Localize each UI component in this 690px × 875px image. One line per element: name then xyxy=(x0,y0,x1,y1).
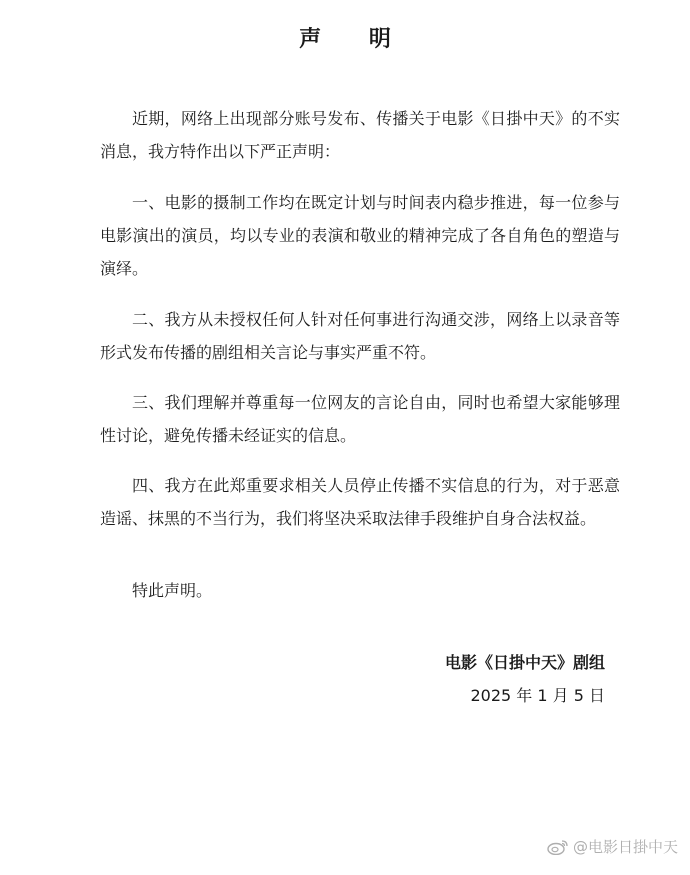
paragraph-text: 二、我方从未授权任何人针对任何事进行沟通交涉，网络上以录音等形式发布传播的剧组相关言论与事实严重不符。 xyxy=(100,310,620,362)
signer: 电影《日掛中天》剧组 xyxy=(444,653,605,672)
intro-text: 近期，网络上出现部分账号发布、传播关于电影《日掛中天》的不实消息，我方特作出以下严正声明： xyxy=(100,109,620,161)
statement-point-1 xyxy=(100,186,620,285)
paragraph-text: 四、我方在此郑重要求相关人员停止传播不实信息的行为，对于恶意造谣、抹黑的不当行为，我们将坚决采取法律手段维护自身合法权益。 xyxy=(100,476,620,528)
statement-point-2 xyxy=(100,303,620,369)
watermark-text: @电影日掛中天 xyxy=(572,838,678,856)
paragraph-text: 一、电影的摄制工作均在既定计划与时间表内稳步推进，每一位参与电影演出的演员，均以专业的表演和敬业的精神完成了各自角色的塑造与演绎。 xyxy=(100,193,620,278)
statement-point-3 xyxy=(100,386,620,452)
intro-paragraph xyxy=(100,102,620,168)
weibo-watermark xyxy=(547,836,678,857)
weibo-icon xyxy=(547,839,569,855)
paragraph-text: 三、我们理解并尊重每一位网友的言论自由，同时也希望大家能够理性讨论，避免传播未经证实的信息。 xyxy=(100,393,620,445)
document-title: 声 明 xyxy=(299,27,411,52)
statement-point-4 xyxy=(100,469,620,535)
closing-line: 特此声明。 xyxy=(132,581,213,600)
date: 2025 年 1 月 5 日 xyxy=(470,686,605,705)
